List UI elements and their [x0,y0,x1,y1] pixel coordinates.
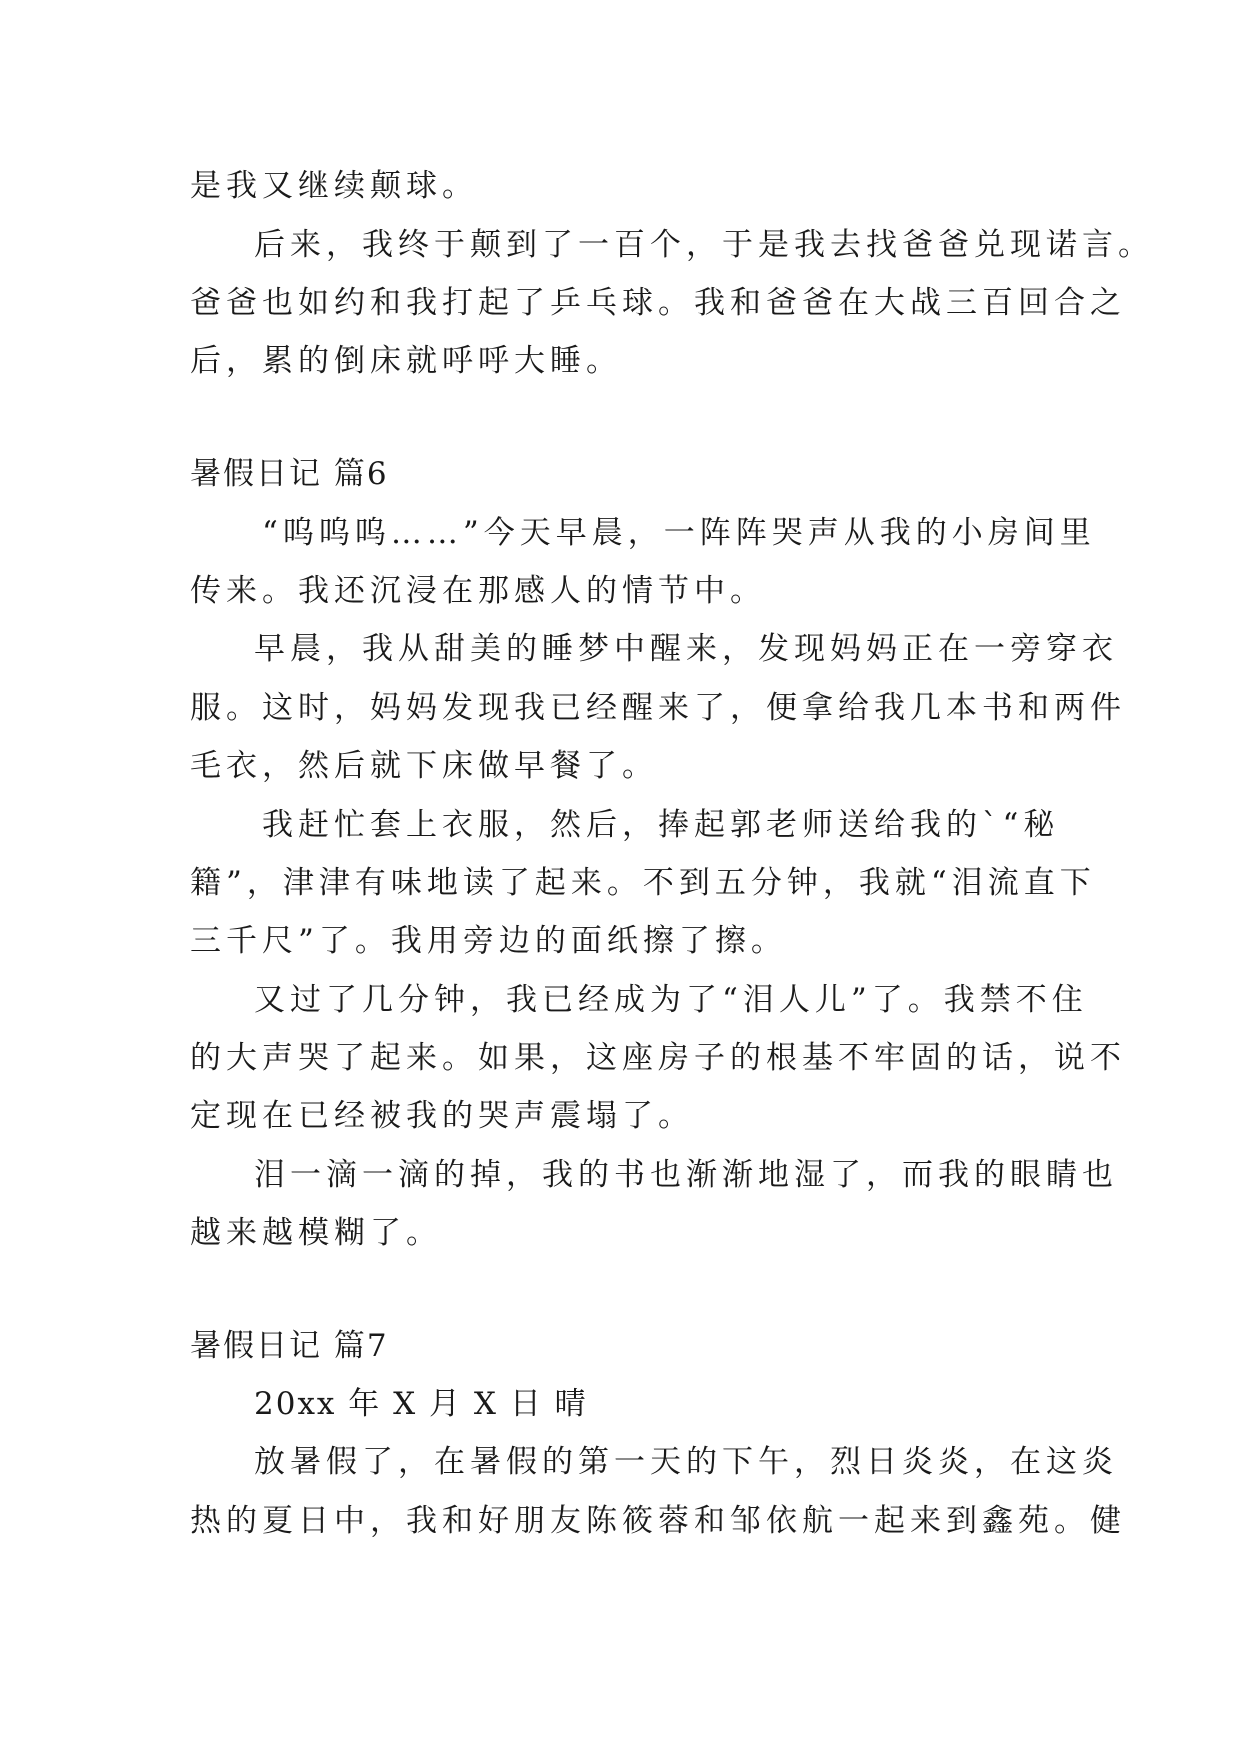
text-line: 籍”，津津有味地读了起来。不到五分钟，我就“泪流直下 [190,865,1096,901]
text-line: 的大声哭了起来。如果，这座房子的根基不牢固的话，说不 [190,1040,1126,1076]
text-line: 后来，我终于颠到了一百个，于是我去找爸爸兑现诺言。 [254,227,1154,263]
text-line: 毛衣，然后就下床做早餐了。 [190,748,658,784]
text-line: 爸爸也如约和我打起了乒乓球。我和爸爸在大战三百回合之 [190,285,1126,321]
text-line: 定现在已经被我的哭声震塌了。 [190,1098,694,1134]
text-line: 泪一滴一滴的掉，我的书也渐渐地湿了，而我的眼睛也 [254,1157,1118,1193]
text-line: 三千尺”了。我用旁边的面纸擦了擦。 [190,923,787,959]
text-line: 传来。我还沉浸在那感人的情节中。 [190,573,766,609]
date-line: 20xx 年 X 月 X 日 晴 [254,1386,588,1422]
text-line: 早晨，我从甜美的睡梦中醒来，发现妈妈正在一旁穿衣 [254,631,1118,667]
text-line: 后，累的倒床就呼呼大睡。 [190,343,622,379]
text-line: 是我又继续颠球。 [190,168,478,204]
section-heading: 暑假日记 篇7 [190,1328,389,1364]
text-line: 我赶忙套上衣服，然后，捧起郭老师送给我的`“秘 [262,807,1060,843]
text-line: 热的夏日中，我和好朋友陈筱蓉和邹依航一起来到鑫苑。健 [190,1503,1126,1539]
text-line: 越来越模糊了。 [190,1215,442,1251]
section-heading: 暑假日记 篇6 [190,456,389,492]
text-line: 放暑假了，在暑假的第一天的下午，烈日炎炎，在这炎 [254,1444,1118,1480]
text-line: “呜呜呜……”今天早晨，一阵阵哭声从我的小房间里 [262,515,1096,551]
text-line: 又过了几分钟，我已经成为了“泪人儿”了。我禁不住 [254,982,1088,1018]
text-line: 服。这时，妈妈发现我已经醒来了，便拿给我几本书和两件 [190,690,1126,726]
